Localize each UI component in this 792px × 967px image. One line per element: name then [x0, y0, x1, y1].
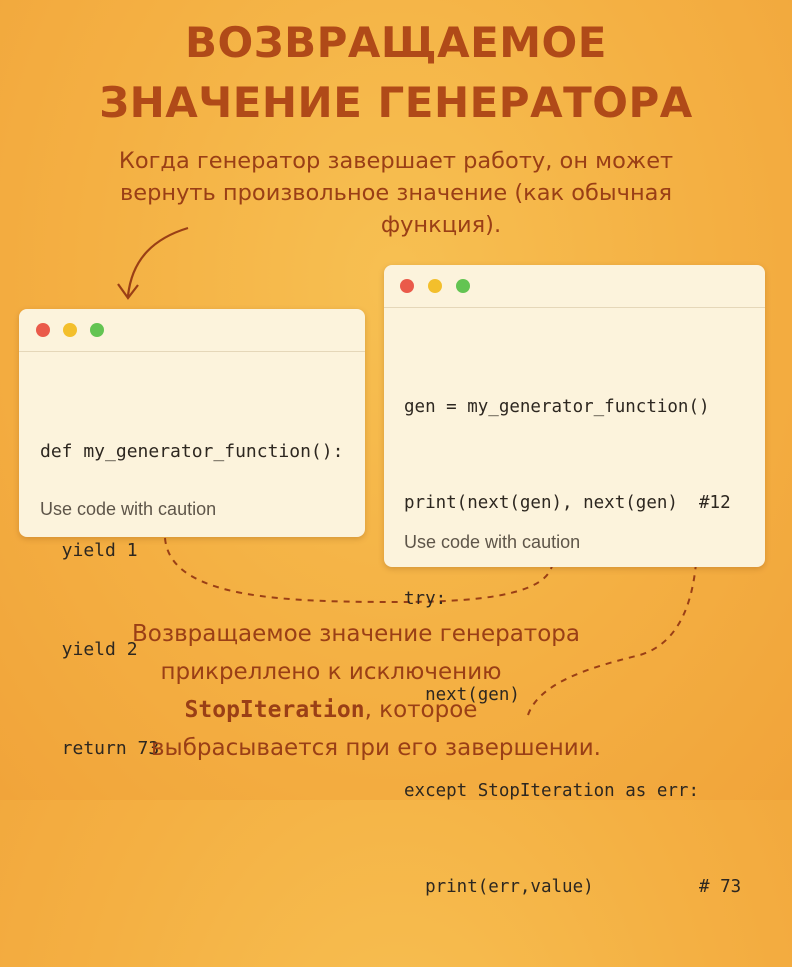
minimize-dot-icon: [428, 279, 442, 293]
left-caution-text: Use code with caution: [40, 499, 217, 519]
title-line-2: ЗНАЧЕНИЕ ГЕНЕРАТОРА: [99, 78, 693, 127]
intro-line-1: Когда генератор завершает работу, он может: [118, 148, 674, 174]
close-dot-icon: [400, 279, 414, 293]
right-window-titlebar: [384, 265, 765, 308]
right-caution-text: Use code with caution: [404, 532, 581, 552]
code-line: print(err,value) # 73: [404, 877, 742, 897]
title-line-1: ВОЗВРАЩАЕМОЕ: [185, 18, 607, 67]
code-line: yield 2: [40, 639, 138, 660]
code-line: try:: [404, 589, 447, 609]
minimize-dot-icon: [63, 323, 77, 337]
bottom-line-3: [0, 691, 752, 729]
left-window-titlebar: [19, 309, 365, 352]
code-line: gen = my_generator_function(): [404, 397, 710, 417]
code-line: def my_generator_function():: [40, 441, 344, 462]
code-line: next(gen): [404, 685, 520, 705]
code-line: return 73: [40, 738, 160, 759]
bottom-line-2: прикреллено к исключению: [160, 659, 502, 685]
bottom-line-1: Возвращаемое значение генератора: [132, 621, 580, 647]
maximize-dot-icon: [90, 323, 104, 337]
intro-line-3: функция).: [380, 212, 502, 238]
maximize-dot-icon: [456, 279, 470, 293]
code-line: print(next(gen), next(gen) #12: [404, 493, 731, 513]
intro-line-2: вернуть произвольное значение (как обычная: [120, 180, 672, 206]
close-dot-icon: [36, 323, 50, 337]
bottom-explanation: [40, 615, 752, 767]
code-line: except StopIteration as err:: [404, 781, 700, 801]
stopiteration-code: StopIteration: [184, 697, 365, 723]
bottom-line-3-rest: , которое: [364, 697, 478, 723]
code-line: yield 1: [40, 540, 138, 561]
bottom-line-4: выбрасывается при его завершении.: [151, 735, 601, 761]
